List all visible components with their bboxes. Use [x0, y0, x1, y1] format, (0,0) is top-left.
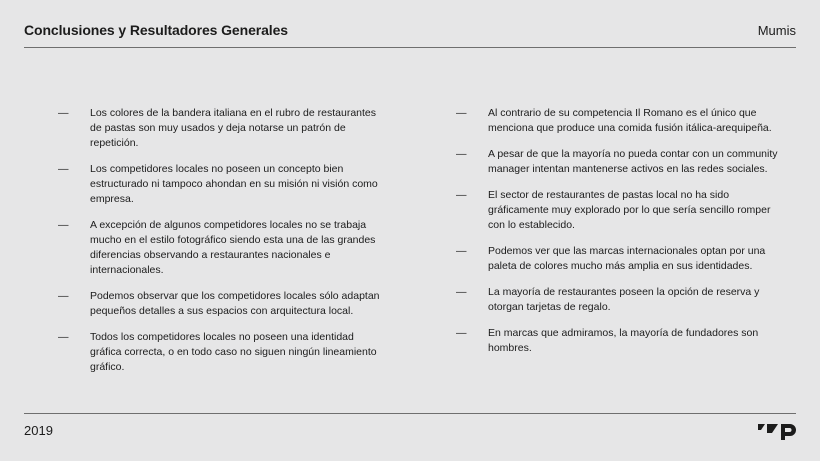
bullet-dash: —: [456, 107, 467, 119]
list-item: [456, 326, 778, 356]
bullet-dash: —: [58, 163, 69, 175]
bullet-dash: —: [58, 107, 69, 119]
list-item: [58, 330, 380, 375]
list-item: [456, 244, 778, 274]
list-item-text: Podemos observar que los competidores locales sólo adaptan pequeños detalles a sus espacios con arquitectura local.: [90, 290, 380, 317]
list-item-text: Podemos ver que las marcas internacionales optan por una paleta de colores mucho más amplia en sus identidades.: [488, 245, 766, 272]
bullet-dash: —: [456, 245, 467, 257]
list-item: [58, 218, 380, 278]
bullet-dash: —: [58, 290, 69, 302]
right-column: [456, 106, 778, 386]
list-item: [456, 285, 778, 315]
list-item: [58, 289, 380, 319]
list-item-text: A excepción de algunos competidores locales no se trabaja mucho en el estilo fotográfico siendo esta una de las grandes diferencias observando a restaurantes nacionales e internacionales.: [90, 219, 376, 276]
bullet-dash: —: [58, 331, 69, 343]
brand-name: Mumis: [757, 22, 796, 38]
left-column: [58, 106, 380, 386]
bullet-dash: —: [456, 148, 467, 160]
p-logo-icon: [758, 421, 798, 441]
footer-divider: [24, 413, 796, 414]
footer-year: 2019: [24, 423, 53, 438]
list-item: [456, 106, 778, 136]
list-item-text: Los competidores locales no poseen un concepto bien estructurado ni tampoco ahondan en su misión ni visión como empresa.: [90, 163, 378, 205]
content-columns: [58, 106, 778, 386]
list-item-text: La mayoría de restaurantes poseen la opción de reserva y otorgan tarjetas de regalo.: [488, 286, 760, 313]
bullet-dash: —: [456, 286, 467, 298]
page-header: [24, 18, 796, 42]
list-item-text: En marcas que admiramos, la mayoría de fundadores son hombres.: [488, 327, 759, 354]
bullet-dash: —: [58, 219, 69, 231]
list-item-text: El sector de restaurantes de pastas local no ha sido gráficamente muy explorado por lo que sería sencillo romper con lo establecido.: [488, 189, 771, 231]
list-item: [456, 147, 778, 177]
bullet-dash: —: [456, 327, 467, 339]
list-item: [58, 162, 380, 207]
header-divider: [24, 47, 796, 48]
list-item: [456, 188, 778, 233]
bullet-dash: —: [456, 189, 467, 201]
page-title: Conclusiones y Resultadores Generales: [24, 22, 288, 38]
list-item-text: Al contrario de su competencia Il Romano es el único que menciona que produce una comida fusión itálica-arequipeña.: [488, 107, 772, 134]
list-item-text: Todos los competidores locales no poseen una identidad gráfica correcta, o en todo caso no siguen ningún lineamiento gráfico.: [90, 331, 377, 373]
list-item: [58, 106, 380, 151]
list-item-text: A pesar de que la mayoría no pueda contar con un community manager intentan mantenerse activos en las redes sociales.: [488, 148, 778, 175]
list-item-text: Los colores de la bandera italiana en el rubro de restaurantes de pastas son muy usados y deja notarse un patrón de repetición.: [90, 107, 377, 149]
